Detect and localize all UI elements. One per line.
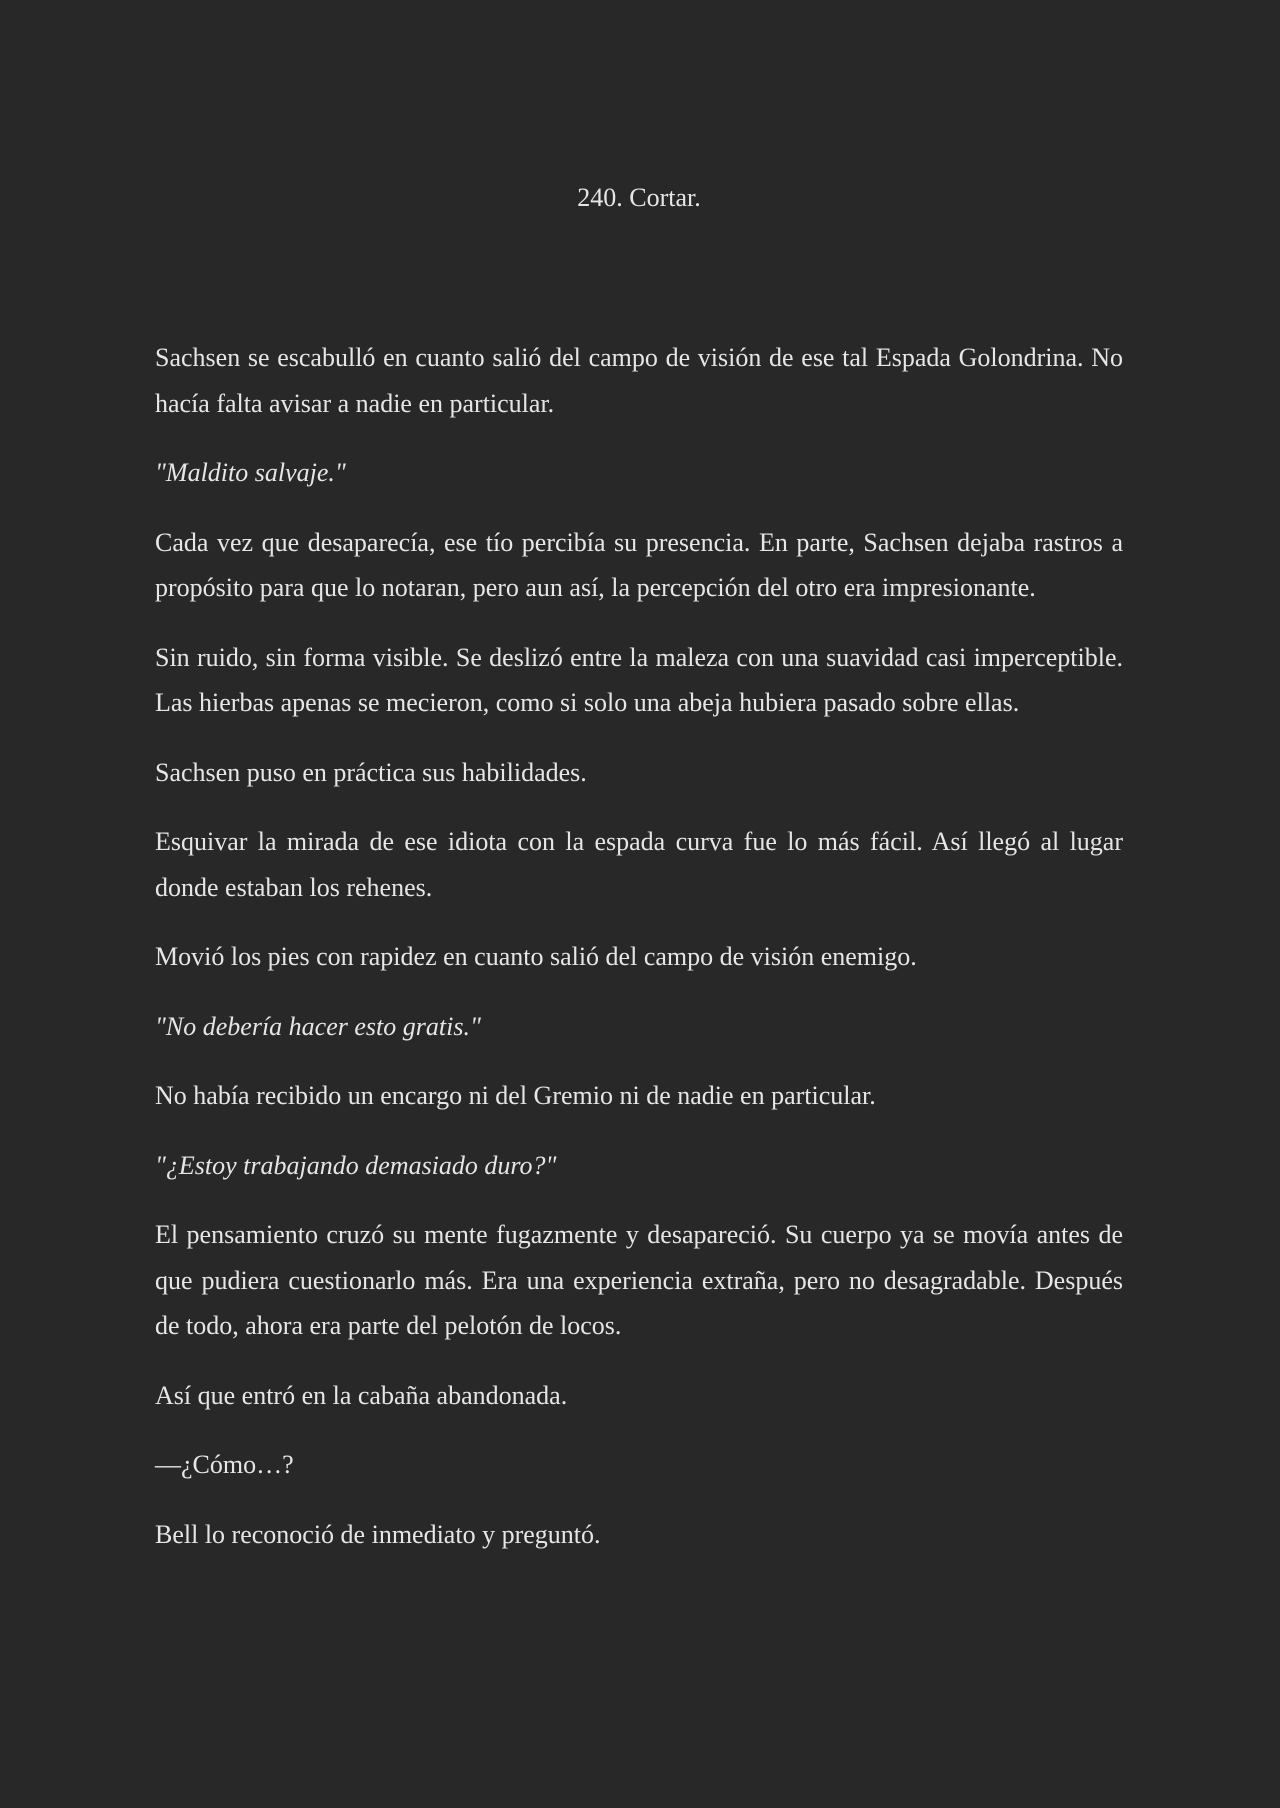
- chapter-body: [155, 335, 1123, 1581]
- paragraph: Bell lo reconoció de inmediato y preguntó.: [155, 1519, 601, 1549]
- paragraph: No había recibido un encargo ni del Gremio ni de nadie en particular.: [155, 1081, 876, 1110]
- paragraph: Sin ruido, sin forma visible. Se deslizó entre la maleza con una suavidad casi imperceptible. Las hierbas apenas se mecieron, como si solo una abeja hubiera pasado sobre ellas.: [155, 642, 1123, 717]
- paragraph: El pensamiento cruzó su mente fugazmente y desapareció. Su cuerpo ya se movía antes de que pudiera cuestionarlo más. Era una experiencia extraña, pero no desagradable. Después de todo, ahora era parte del pelotón de locos.: [155, 1220, 1123, 1340]
- paragraph: Así que entró en la cabaña abandonada.: [155, 1380, 568, 1410]
- paragraph-dialogue: —¿Cómo…?: [155, 1450, 294, 1479]
- chapter-title: 240. Cortar.: [577, 183, 701, 212]
- paragraph: Cada vez que desaparecía, ese tío percibía su presencia. En parte, Sachsen dejaba rastros a propósito para que lo notaran, pero aun así, la percepción del otro era impresionante.: [155, 527, 1123, 602]
- paragraph-thought: "No debería hacer esto gratis.": [155, 1011, 481, 1041]
- paragraph-thought: "¿Estoy trabajando demasiado duro?": [155, 1150, 557, 1180]
- paragraph: Movió los pies con rapidez en cuanto salió del campo de visión enemigo.: [155, 942, 917, 971]
- paragraph-thought: "Maldito salvaje.": [155, 458, 346, 487]
- paragraph: Sachsen se escabulló en cuanto salió del campo de visión de ese tal Espada Golondrina. No hacía falta avisar a nadie en particular.: [155, 343, 1123, 418]
- paragraph: Esquivar la mirada de ese idiota con la espada curva fue lo más fácil. Así llegó al lugar donde estaban los rehenes.: [155, 827, 1123, 902]
- paragraph: Sachsen puso en práctica sus habilidades.: [155, 757, 587, 787]
